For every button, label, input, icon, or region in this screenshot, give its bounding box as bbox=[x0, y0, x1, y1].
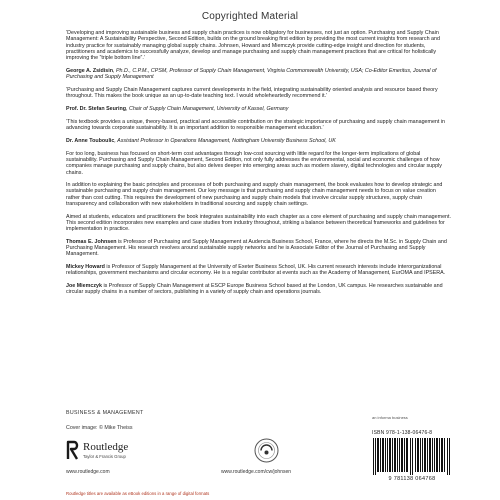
review-quote: ‘Purchasing and Supply Chain Management captures current developments in the field, integrating sustainability oriented analysis and resource based theory throughout. This makes the book unique as an up-to-date teaching text. I would wholeheartedly recommend it.’ bbox=[66, 87, 438, 100]
reviewer-name: Dr. Anne Touboulic bbox=[66, 137, 115, 144]
author-bio bbox=[66, 264, 451, 277]
isbn-text: ISBN 978-1-138-06476-8 bbox=[372, 430, 433, 436]
reviewer-credentials: , Assistant Professor in Operations Management, Nottingham University Business School, UK bbox=[114, 137, 336, 144]
companion-website-badge-icon bbox=[254, 438, 279, 463]
description-paragraph: In addition to explaining the basic principles and processes of both purchasing and supply chain management, the book evaluates how to develop strategic and sustainable purchasing and supply chain management. Our key message is that purchasing and supply chain management needs to focus on value creation rather than cost cutting. This requires the development of new purchasing and supply chain models that involve circular supply structures, supply chain transparency and collaboration with new stakeholders in traditional sourcing and supply chain settings. bbox=[66, 182, 443, 208]
routledge-r-icon bbox=[66, 440, 80, 460]
review-attribution bbox=[66, 68, 451, 81]
reviewer-name: Prof. Dr. Stefan Seuring bbox=[66, 105, 126, 112]
description-paragraph: Aimed at students, educators and practitioners the book integrates sustainability into each chapter as a core element of purchasing and supply chain management. This second edition incorporates new examples and case studies from industry throughout, striking a balance between theoretical frameworks and guidelines for implementation in practice. bbox=[66, 213, 451, 233]
review-2 bbox=[66, 87, 451, 112]
author-name: Joe Miemczyk bbox=[66, 282, 102, 289]
barcode-icon bbox=[371, 438, 453, 475]
companion-website-url[interactable]: www.routledge.com/cw/johnsen bbox=[221, 469, 292, 475]
publisher-tagline: Taylor & Francis Group bbox=[83, 454, 126, 459]
ebook-note: Routledge titles are available as eBook editions in a range of digital formats bbox=[66, 491, 210, 496]
author-name: Thomas E. Johnsen bbox=[66, 238, 117, 245]
cover-credit: Cover image: © Mike Theiss bbox=[66, 425, 133, 431]
review-quote: ‘Developing and improving sustainable business and supply chain practices is now obligatory for businesses, not just an option. Purchasing and Supply Chain Management: A Sustainability Perspective, Second Edition, builds on the ground breaking first edition by providing the most current insights from research and industry practice for sustainably managing global supply chains. Johnsen, Howard and Miemczyk provide cutting-edge insight and direction for students, practitioners and academics to successfully analyze, develop and manage purchasing and supply chain management practices that are critical for holistically improving the “triple bottom line”.’ bbox=[66, 30, 440, 62]
back-cover-text bbox=[66, 30, 451, 301]
reviewer-credentials: , Chair of Supply Chain Management, University of Kassel, Germany bbox=[125, 105, 289, 112]
description-paragraph: For too long, business has focused on short-term cost advantages through low-cost sourcing with little regard for the longer-term implications of global sustainability. Purchasing and Supply Chain Management, Second Edition, not only fully addresses the environmental, social and economic challenges of how companies manage purchasing and supply chains, but also delves deeper into emerging areas such as modern slavery, digital technologies and circular supply chains. bbox=[66, 150, 442, 176]
reviewer-name: George A. Zsidisin bbox=[66, 67, 114, 74]
reviewer-credentials: , Ph.D., C.P.M., CPSM, Professor of Supply Chain Management, Virginia Commonwealth University, USA; Co-Editor Emeritus, Journal of Purchasing and Supply Management bbox=[66, 67, 437, 80]
isbn-barcode bbox=[371, 430, 453, 486]
review-attribution bbox=[66, 106, 451, 112]
author-bio-text: is Professor of Purchasing and Supply Management at Audencia Business School, France, where he directs the M.Sc. in Supply Chain and Purchasing Management. His research revolves around sustainable supply networks and he is Associate Editor of the Journal of Purchasing and Supply Management. bbox=[66, 238, 447, 258]
review-quote: ‘This textbook provides a unique, theory-based, practical and accessible contribution on the strategic importance of purchasing and supply chain management in advancing towards corporate sustainability. It is an important addition to responsible management education.’ bbox=[66, 118, 446, 132]
publisher-url[interactable]: www.routledge.com bbox=[66, 469, 110, 475]
copyright-notice: Copyrighted Material bbox=[201, 11, 299, 22]
publisher-name: Routledge bbox=[83, 441, 129, 453]
barcode-number: 9 781138 064768 bbox=[388, 476, 436, 482]
author-name: Mickey Howard bbox=[66, 263, 105, 270]
review-3 bbox=[66, 119, 451, 144]
subject-category: BUSINESS & MANAGEMENT bbox=[66, 410, 144, 416]
author-bio-text: is Professor of Supply Chain Management at ESCP Europe Business School based at the London, UK campus. He researches sustainable and circular supply chains in a number of sectors, publishing in a variety of supply chain and operations journals. bbox=[66, 282, 443, 295]
author-bio bbox=[66, 283, 451, 296]
informa-label: an informa business bbox=[372, 415, 408, 420]
review-attribution bbox=[66, 138, 451, 144]
review-1 bbox=[66, 30, 451, 80]
author-bio-text: is Professor of Supply Management at the University of Exeter Business School, UK. His current research interests include interorganizational relationships, government mechanisms and circular economy. He is a regular contributor at events such as the Academy of Management, EurOMA and IPSERA. bbox=[66, 263, 446, 277]
author-bio bbox=[66, 239, 451, 258]
